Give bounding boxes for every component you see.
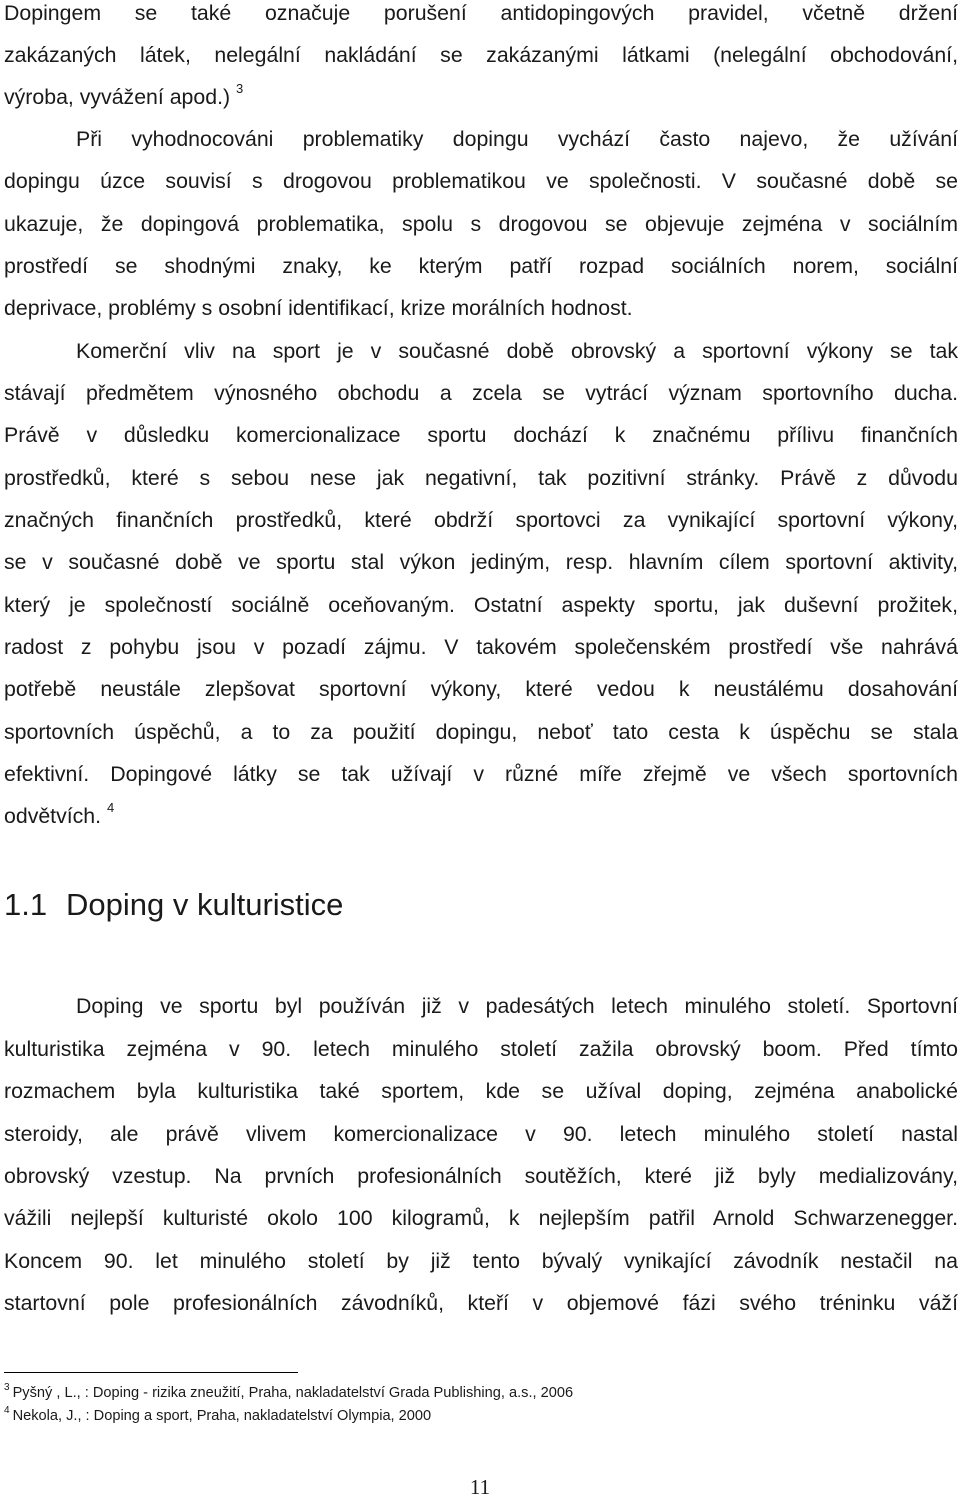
paragraph-line: stávají předmětem výnosného obchodu a zcela se vytrácí význam sportovního ducha. [4, 381, 958, 405]
paragraph-line: Právě v důsledku komercionalizace sportu dochází k značnému přílivu finančních [4, 423, 958, 447]
paragraph-line: Při vyhodnocováni problematiky dopingu vychází často najevo, že užívání [76, 127, 958, 151]
section-heading [4, 886, 343, 924]
paragraph-line: značných finančních prostředků, které obdrží sportovci za vynikající sportovní výkony, [4, 508, 958, 532]
paragraph-line: Komerční vliv na sport je v současné době obrovský a sportovní výkony se tak [76, 339, 958, 363]
footnote [4, 1384, 573, 1404]
paragraph-line: efektivní. Dopingové látky se tak užívají v různé míře zřejmě ve všech sportovních [4, 762, 958, 786]
footnote-ref-4: 4 [107, 800, 115, 815]
section-title: Doping v kulturistice [66, 887, 344, 922]
paragraph-line [4, 800, 958, 832]
paragraph-line: sportovních úspěchů, a to za použití dopingu, neboť tato cesta k úspěchu se stala [4, 720, 958, 744]
section-paragraph-line: Koncem 90. let minulého století by již tento bývalý vynikající závodník nestačil na [4, 1249, 958, 1273]
paragraph-line: prostředků, které s sebou nese jak negativní, tak pozitivní stránky. Právě z důvodu [4, 466, 958, 490]
section-paragraph-line: rozmachem byla kulturistika také sportem, kde se užíval doping, zejména anabolické [4, 1079, 958, 1103]
footnote-mark: 4 [4, 1405, 10, 1416]
paragraph-line [4, 81, 958, 113]
footnote-ref-3: 3 [236, 81, 244, 96]
section-paragraph-line: steroidy, ale právě vlivem komercionalizace v 90. letech minulého století nastal [4, 1122, 958, 1146]
paragraph-line-text: odvětvích. [4, 804, 102, 828]
footnote-text: Nekola, J., : Doping a sport, Praha, nakladatelství Olympia, 2000 [12, 1408, 432, 1424]
footnote [4, 1407, 431, 1427]
paragraph-line-text: výroba, vyvážení apod.) [4, 85, 231, 109]
paragraph-line: který je společností sociálně oceňovaným. Ostatní aspekty sportu, jak duševní prožitek, [4, 593, 958, 617]
paragraph-line: prostředí se shodnými znaky, ke kterým patří rozpad sociálních norem, sociální [4, 254, 958, 278]
footnote-text: Pyšný , L., : Doping - rizika zneužití, Praha, nakladatelství Grada Publishing, a.s., 2006 [12, 1385, 574, 1401]
paragraph-line: ukazuje, že dopingová problematika, spolu s drogovou se objevuje zejména v sociálním [4, 212, 958, 236]
section-paragraph-line: obrovský vzestup. Na prvních profesionálních soutěžích, které již byly medializovány, [4, 1164, 958, 1188]
paragraph-line: deprivace, problémy s osobní identifikací, krize morálních hodnost. [4, 296, 633, 320]
paragraph-line: Dopingem se také označuje porušení antidopingových pravidel, včetně držení [4, 1, 958, 25]
paragraph-line: potřebě neustále zlepšovat sportovní výkony, které vedou k neustálému dosahování [4, 677, 958, 701]
paragraph-line: radost z pohybu jsou v pozadí zájmu. V takovém společenském prostředí vše nahrává [4, 635, 958, 659]
paragraph-line: dopingu úzce souvisí s drogovou problematikou ve společnosti. V současné době se [4, 169, 958, 193]
section-paragraph-line: startovní pole profesionálních závodníků, kteří v objemové fázi svého tréninku váží [4, 1291, 958, 1315]
paragraph-line: zakázaných látek, nelegální nakládání se zakázanými látkami (nelegální obchodování, [4, 43, 958, 67]
paragraph-line: se v současné době ve sportu stal výkon jediným, resp. hlavním cílem sportovní aktivity, [4, 550, 958, 574]
footnote-separator [4, 1372, 298, 1373]
section-paragraph-line: kulturistika zejména v 90. letech minulého století zažila obrovský boom. Před tímto [4, 1037, 958, 1061]
section-number: 1.1 [4, 887, 48, 922]
section-paragraph-line: vážili nejlepší kulturisté okolo 100 kilogramů, k nejlepším patřil Arnold Schwarzenegger. [4, 1206, 958, 1230]
footnote-mark: 3 [4, 1382, 10, 1393]
section-paragraph-line: Doping ve sportu byl používán již v padesátých letech minulého století. Sportovní [76, 994, 958, 1018]
page-number: 11 [469, 1475, 491, 1499]
